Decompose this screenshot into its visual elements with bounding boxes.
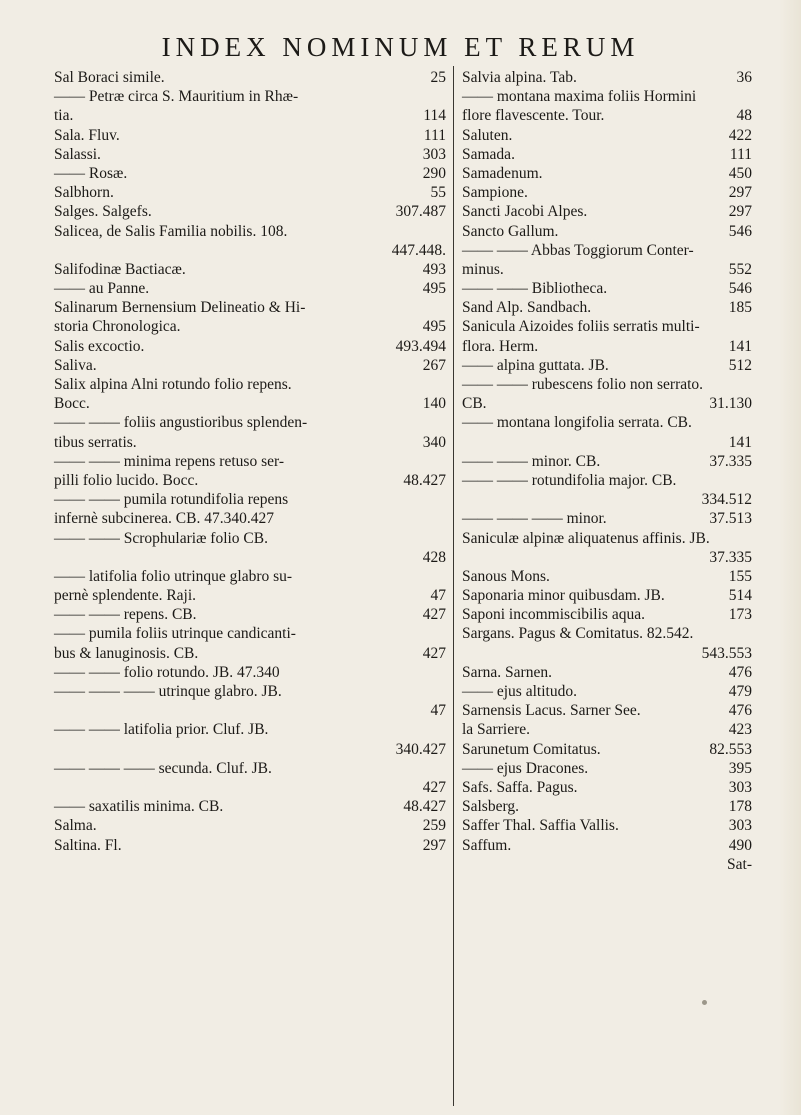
entry-text: —— pumila foliis utrinque candicanti- (54, 625, 296, 643)
entry-page-number: 447.448. (391, 241, 446, 259)
index-entry (54, 202, 446, 221)
index-entry (462, 145, 752, 164)
index-entry (462, 701, 752, 720)
entry-page-number: 476 (728, 663, 752, 681)
entry-page-number: 495 (422, 280, 446, 298)
entry-page-number: 290 (422, 164, 446, 182)
entry-page-number: 340 (422, 433, 446, 451)
entry-page-number: 423 (728, 721, 752, 739)
entry-text: Sancti Jacobi Alpes. (462, 203, 588, 221)
index-entry (462, 337, 752, 356)
index-entry (462, 279, 752, 298)
index-entry (54, 126, 446, 145)
index-entry (462, 375, 752, 394)
entry-text: Salges. Salgefs. (54, 203, 152, 221)
entry-text: —— saxatilis minima. CB. (54, 798, 224, 816)
index-entry (54, 529, 446, 548)
index-entry (54, 490, 446, 509)
index-entry (462, 87, 752, 106)
entry-text: Saltina. Fl. (54, 836, 122, 854)
index-entry (54, 836, 446, 855)
index-entry (462, 759, 752, 778)
entry-page-number: 111 (729, 145, 752, 163)
index-entry (462, 452, 752, 471)
entry-page-number: 476 (728, 702, 752, 720)
entry-text: Sampione. (462, 184, 528, 202)
entry-page-number: 37.335 (709, 548, 752, 566)
entry-text: —— —— minor. CB. (462, 452, 601, 470)
index-entry (462, 740, 752, 759)
index-entry (54, 797, 446, 816)
index-entry (462, 490, 752, 509)
index-entry (54, 317, 446, 336)
entry-page-number: 493 (422, 260, 446, 278)
entry-page-number: 48.427 (403, 798, 446, 816)
entry-page-number: 303 (728, 817, 752, 835)
entry-text: Salma. (54, 817, 97, 835)
entry-text: Sanicula Aizoides foliis serratis multi- (462, 318, 700, 336)
entry-page-number: 546 (728, 222, 752, 240)
entry-text: —— ejus Dracones. (462, 759, 589, 777)
entry-text: Salinarum Bernensium Delineatio & Hi- (54, 299, 306, 317)
index-entry (54, 298, 446, 317)
index-entry (54, 279, 446, 298)
ink-spot (702, 1000, 707, 1005)
entry-page-number: 490 (728, 836, 752, 854)
entry-text: Saffum. (462, 836, 512, 854)
entry-page-number: 37.513 (709, 510, 752, 528)
entry-text: Salicea, de Salis Familia nobilis. 108. (54, 222, 288, 240)
entry-page-number: 479 (728, 683, 752, 700)
index-entry (54, 106, 446, 125)
index-entry (54, 759, 446, 778)
entry-text: storia Chronologica. (54, 318, 181, 336)
index-entry (54, 586, 446, 605)
entry-page-number: 31.130 (709, 395, 752, 413)
right-column (462, 68, 752, 874)
index-entry (462, 836, 752, 855)
entry-page-number: 543.553 (701, 644, 752, 662)
entry-text: —— —— minima repens retuso ser- (54, 452, 284, 470)
entry-page-number: 141 (728, 337, 752, 355)
entry-page-number: 25 (430, 69, 446, 86)
index-entry (462, 855, 752, 874)
index-entry (462, 164, 752, 183)
entry-text: —— alpina guttata. JB. (462, 356, 609, 374)
entry-page-number: 422 (728, 126, 752, 144)
entry-page-number: 155 (728, 567, 752, 585)
index-entry (462, 644, 752, 663)
index-entry (54, 548, 446, 567)
entry-page-number: 546 (728, 280, 752, 298)
entry-text: CB. (462, 395, 487, 413)
entry-page-number: 37.335 (709, 452, 752, 470)
entry-page-number: 47 (430, 702, 446, 720)
left-column (54, 68, 446, 855)
entry-page-number: 427 (422, 778, 446, 796)
entry-text: tia. (54, 107, 74, 125)
entry-page-number: 512 (728, 356, 752, 374)
entry-text: Safs. Saffa. Pagus. (462, 778, 578, 796)
entry-page-number: 514 (728, 587, 752, 605)
entry-text: Saniculæ alpinæ aliquatenus affinis. JB. (462, 529, 710, 547)
entry-page-number: 427 (422, 644, 446, 662)
entry-page-number: 36 (736, 69, 752, 86)
index-entry (54, 624, 446, 643)
entry-text: Salassi. (54, 145, 101, 163)
index-entry (54, 183, 446, 202)
index-entry (462, 126, 752, 145)
index-entry (462, 68, 752, 87)
entry-page-number: 450 (728, 164, 752, 182)
entry-text: —— —— —— minor. (462, 510, 607, 528)
entry-text: —— —— Abbas Toggiorum Conter- (462, 241, 694, 259)
entry-text: Saffer Thal. Saffia Vallis. (462, 817, 619, 835)
index-entry (462, 241, 752, 260)
entry-text: Salis excoctio. (54, 337, 145, 355)
index-entry (54, 605, 446, 624)
index-entry (462, 317, 752, 336)
index-entry (54, 68, 446, 87)
entry-text: Sala. Fluv. (54, 126, 120, 144)
entry-text: Sal Boraci simile. (54, 69, 165, 86)
entry-page-number: 340.427 (395, 740, 446, 758)
index-entry (462, 548, 752, 567)
entry-page-number: 111 (423, 126, 446, 144)
index-entry (54, 778, 446, 797)
index-entry (54, 509, 446, 528)
entry-text: —— —— repens. CB. (54, 606, 197, 624)
entry-text: —— —— latifolia prior. Cluf. JB. (54, 721, 269, 739)
entry-text: Sargans. Pagus & Comitatus. 82.542. (462, 625, 694, 643)
entry-text: —— latifolia folio utrinque glabro su- (54, 567, 293, 585)
index-entry (54, 222, 446, 241)
entry-text: flora. Herm. (462, 337, 539, 355)
entry-text: Salifodinæ Bactiacæ. (54, 260, 186, 278)
entry-text: —— —— rubescens folio non serrato. (462, 376, 704, 393)
entry-text: Sarna. Sarnen. (462, 663, 552, 681)
entry-text: bus & lanuginosis. CB. (54, 644, 199, 662)
entry-page-number: 493.494 (395, 337, 446, 355)
entry-text: —— montana maxima foliis Hormini (462, 88, 697, 106)
entry-page-number: 427 (422, 606, 446, 624)
index-entry (54, 375, 446, 394)
entry-text: —— —— Bibliotheca. (462, 280, 608, 298)
index-entry (54, 663, 446, 682)
entry-page-number: 297 (728, 184, 752, 202)
index-entry (54, 87, 446, 106)
entry-page-number: 259 (422, 817, 446, 835)
entry-page-number: 495 (422, 318, 446, 336)
entry-text: Salvia alpina. Tab. (462, 69, 577, 86)
entry-text: Sancto Gallum. (462, 222, 559, 240)
entry-text: Sand Alp. Sandbach. (462, 299, 592, 317)
entry-page-number: 428 (422, 548, 446, 566)
column-divider (453, 66, 454, 1106)
entry-page-number: 47 (430, 587, 446, 605)
entry-page-number: 141 (728, 433, 752, 451)
index-entry (462, 567, 752, 586)
entry-text: flore flavescente. Tour. (462, 107, 605, 125)
index-entry (54, 816, 446, 835)
index-entry (54, 413, 446, 432)
entry-page-number: 395 (728, 759, 752, 777)
entry-page-number: 334.512 (701, 491, 752, 509)
entry-page-number: 185 (728, 299, 752, 317)
index-entry (462, 720, 752, 739)
index-entry (54, 356, 446, 375)
index-entry (462, 394, 752, 413)
entry-text: pernè splendente. Raji. (54, 587, 197, 605)
index-entry (462, 586, 752, 605)
entry-text: —— —— folio rotundo. JB. 47.340 (54, 663, 280, 681)
index-entry (462, 471, 752, 490)
index-entry (54, 471, 446, 490)
entry-page-number: Sat- (727, 855, 752, 873)
page-edge-shadow (779, 0, 801, 1115)
index-entry (462, 260, 752, 279)
entry-text: la Sarriere. (462, 721, 530, 739)
entry-text: —— —— pumila rotundifolia repens (54, 491, 289, 509)
entry-text: Samadenum. (462, 164, 543, 182)
page-header: INDEX NOMINUM ET RERUM (161, 32, 640, 62)
index-entry (54, 720, 446, 739)
index-entry (462, 509, 752, 528)
entry-text: tibus serratis. (54, 433, 137, 451)
entry-page-number: 297 (422, 836, 446, 854)
entry-page-number: 48.427 (403, 471, 446, 489)
entry-text: Salsberg. (462, 798, 519, 816)
entry-text: —— montana longifolia serrata. CB. (462, 414, 692, 432)
entry-page-number: 552 (728, 260, 752, 278)
index-entry (462, 682, 752, 701)
entry-text: pilli folio lucido. Bocc. (54, 471, 199, 489)
entry-text: Sarunetum Comitatus. (462, 740, 601, 758)
index-entry (462, 413, 752, 432)
index-entry (54, 452, 446, 471)
entry-text: —— Rosæ. (54, 164, 128, 182)
entry-text: minus. (462, 260, 504, 278)
entry-page-number: 297 (728, 203, 752, 221)
entry-text: Saponi incommiscibilis aqua. (462, 606, 645, 624)
entry-text: —— —— Scrophulariæ folio CB. (54, 529, 268, 547)
entry-text: Saluten. (462, 126, 513, 144)
index-entry (54, 701, 446, 720)
index-entry (462, 663, 752, 682)
index-entry (54, 145, 446, 164)
entry-page-number: 140 (422, 395, 446, 413)
index-entry (462, 605, 752, 624)
index-entry (462, 529, 752, 548)
index-entry (54, 394, 446, 413)
entry-text: Sanous Mons. (462, 567, 550, 585)
entry-text: Saliva. (54, 356, 97, 374)
entry-page-number: 303 (422, 145, 446, 163)
entry-page-number: 173 (728, 606, 752, 624)
index-entry (54, 644, 446, 663)
index-entry (54, 740, 446, 759)
index-entry (54, 337, 446, 356)
entry-text: —— Petræ circa S. Mauritium in Rhæ- (54, 88, 299, 106)
entry-page-number: 307.487 (395, 203, 446, 221)
index-entry (54, 433, 446, 452)
entry-page-number: 82.553 (709, 740, 752, 758)
entry-text: Saponaria minor quibusdam. JB. (462, 587, 665, 605)
entry-text: infernè subcinerea. CB. 47.340.427 (54, 510, 274, 528)
index-entry (462, 356, 752, 375)
entry-text: —— —— foliis angustioribus splenden- (54, 414, 308, 432)
index-entry (462, 797, 752, 816)
entry-page-number: 178 (728, 798, 752, 816)
entry-text: —— au Panne. (54, 280, 150, 298)
entry-text: —— ejus altitudo. (462, 683, 577, 700)
index-entry (462, 624, 752, 643)
entry-page-number: 114 (423, 107, 446, 125)
index-entry (54, 260, 446, 279)
index-entry (462, 298, 752, 317)
entry-text: Samada. (462, 145, 515, 163)
entry-page-number: 48 (736, 107, 752, 125)
index-entry (462, 183, 752, 202)
entry-text: Sarnensis Lacus. Sarner See. (462, 702, 641, 720)
index-entry (462, 778, 752, 797)
entry-text: Bocc. (54, 395, 90, 413)
index-entry (462, 816, 752, 835)
entry-text: —— —— —— secunda. Cluf. JB. (54, 759, 272, 777)
index-entry (54, 241, 446, 260)
index-entry (54, 682, 446, 701)
entry-page-number: 55 (430, 184, 446, 202)
entry-page-number: 267 (422, 356, 446, 374)
entry-text: Salbhorn. (54, 184, 114, 202)
index-entry (462, 202, 752, 221)
index-entry (54, 567, 446, 586)
entry-text: —— —— rotundifolia major. CB. (462, 471, 677, 489)
entry-text: Salix alpina Alni rotundo folio repens. (54, 376, 292, 393)
index-entry (462, 433, 752, 452)
index-entry (462, 222, 752, 241)
index-entry (462, 106, 752, 125)
entry-page-number: 303 (728, 778, 752, 796)
index-entry (54, 164, 446, 183)
entry-text: —— —— —— utrinque glabro. JB. (54, 683, 282, 700)
